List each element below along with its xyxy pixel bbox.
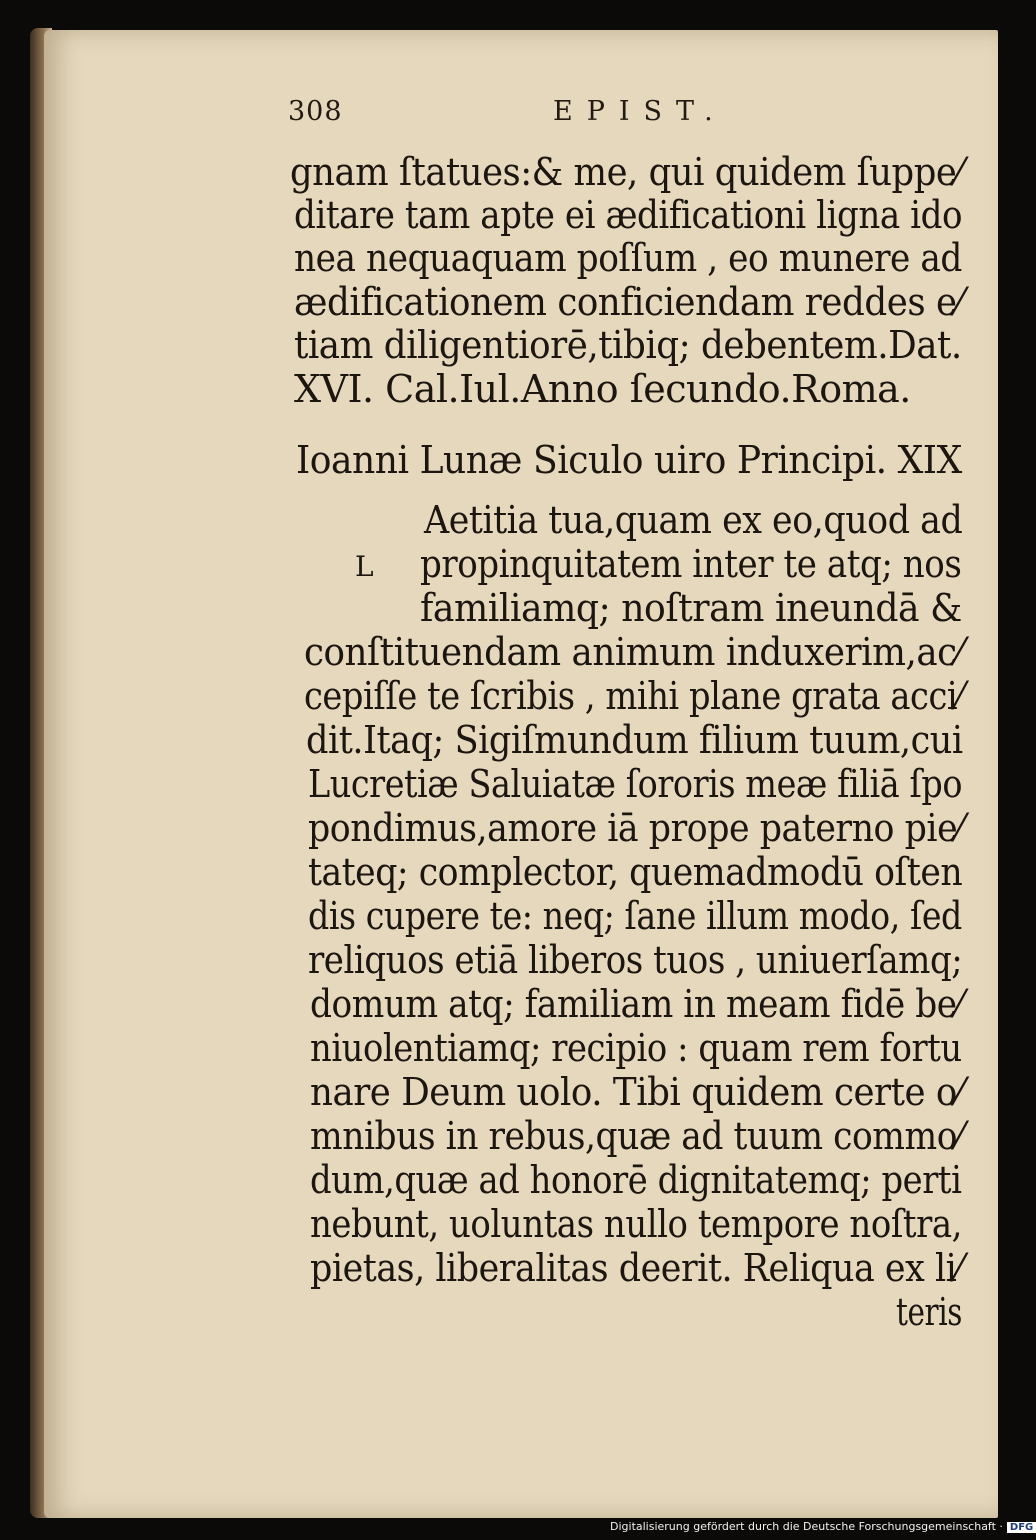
text-line: gnam ſtatues:& me, qui quidem ſuppe⁄ — [290, 150, 962, 194]
text-line: nea nequaquam poſſum , eo munere ad — [294, 236, 962, 280]
text-line: dum,quæ ad honorē dignitatemq; perti — [310, 1158, 962, 1202]
text-line: dit.Itaq; Sigiſmundum filium tuum,cui — [306, 718, 963, 762]
text-line: nare Deum uolo. Tibi quidem certe o⁄ — [310, 1070, 963, 1114]
text-line: Lucretiæ Saluiatæ ſororis meæ filiā ſpo — [308, 762, 963, 806]
text-line: reliquos etiā liberos tuos , uniuerſamq; — [308, 938, 963, 982]
credit-text: Digitalisierung gefördert durch die Deutsche Forschungsgemeinschaft · — [610, 1520, 1003, 1533]
text-line: dis cupere te: neq; ſane illum modo, ſed — [308, 894, 962, 938]
text-line: pondimus,amore iā prope paterno pie⁄ — [308, 806, 963, 850]
text-line: cepiſſe te ſcribis , mihi plane grata acci⁄ — [304, 674, 963, 718]
drop-cap: L — [355, 550, 374, 583]
digitization-credit — [610, 1520, 1034, 1538]
text-line: domum atq; familiam in meam fidē be⁄ — [310, 982, 962, 1026]
page-number: 308 — [288, 96, 343, 127]
dfg-logo: DFG — [1007, 1522, 1036, 1533]
text-line: nebunt, uoluntas nullo tempore noſtra, — [310, 1202, 963, 1246]
catchword: teris — [896, 1290, 963, 1334]
text-line: ædificationem conficiendam reddes e⁄ — [294, 280, 963, 324]
text-line: tateq; complector, quemadmodū oſten — [308, 850, 963, 894]
text-line: mnibus in rebus,quæ ad tuum commo⁄ — [310, 1114, 963, 1158]
text-line: familiamq; noſtram ineundā & — [420, 586, 962, 630]
letter-heading: Ioanni Lunæ Siculo uiro Principi. XIX — [296, 438, 962, 482]
text-line: ditare tam apte ei ædificationi ligna ido — [294, 193, 963, 237]
text-line: pietas, liberalitas deerit. Reliqua ex li⁄ — [310, 1246, 962, 1290]
text-line: propinquitatem inter te atq; nos — [420, 542, 962, 586]
text-line: tiam diligentiorē,tibiq; debentem.Dat. — [294, 323, 962, 367]
text-line: conſtituendam animum induxerim,ac⁄ — [304, 630, 963, 674]
text-line: XVI. Cal.Iul.Anno ſecundo.Roma. — [294, 367, 911, 411]
running-head: EPIST. — [553, 96, 727, 127]
text-line: Aetitia tua,quam ex eo,quod ad — [424, 498, 963, 542]
text-line: niuolentiamq; recipio : quam rem fortu — [310, 1026, 962, 1070]
